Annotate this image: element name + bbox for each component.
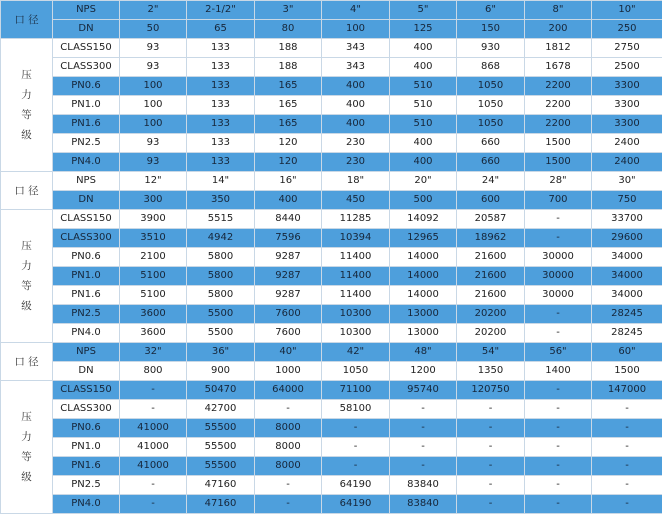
table-cell: 93: [120, 153, 187, 172]
table-cell: 5800: [187, 248, 255, 267]
table-cell: 250: [592, 20, 662, 39]
table-cell: -: [592, 400, 662, 419]
table-cell: 133: [187, 96, 255, 115]
pressure-row: [1, 153, 662, 172]
table-cell: 3510: [120, 229, 187, 248]
table-cell: 1812: [525, 39, 592, 58]
table-cell: 133: [187, 153, 255, 172]
table-cell: 3300: [592, 115, 662, 134]
table-cell: 1050: [457, 96, 525, 115]
table-cell: -: [255, 400, 322, 419]
table-cell: 14092: [390, 210, 457, 229]
row-label: PN2.5: [53, 476, 120, 495]
table-cell: -: [592, 495, 662, 514]
pressure-label-char: 压: [21, 240, 32, 252]
table-cell: 133: [187, 77, 255, 96]
table-cell: -: [255, 495, 322, 514]
table-cell: 64000: [255, 381, 322, 400]
table-cell: -: [457, 438, 525, 457]
row-label: DN: [53, 362, 120, 381]
table-cell: 133: [187, 58, 255, 77]
pressure-row: [1, 476, 662, 495]
table-cell: -: [457, 495, 525, 514]
pressure-row: [1, 248, 662, 267]
pressure-label-char: 等: [21, 280, 32, 292]
table-cell: 133: [187, 115, 255, 134]
table-cell: 47160: [187, 495, 255, 514]
table-cell: 1500: [525, 134, 592, 153]
table-cell: 83840: [390, 476, 457, 495]
pressure-row: [1, 324, 662, 343]
table-cell: 400: [255, 191, 322, 210]
table-cell: 21600: [457, 267, 525, 286]
table-cell: 12": [120, 172, 187, 191]
table-cell: 34000: [592, 248, 662, 267]
table-cell: -: [255, 476, 322, 495]
table-cell: 133: [187, 134, 255, 153]
table-cell: -: [525, 381, 592, 400]
pressure-row: [1, 39, 662, 58]
table-cell: 400: [390, 134, 457, 153]
table-cell: 660: [457, 153, 525, 172]
table-cell: 9287: [255, 267, 322, 286]
pressure-label-char: 级: [21, 300, 32, 312]
row-label: NPS: [53, 343, 120, 362]
table-cell: -: [525, 400, 592, 419]
row-label: NPS: [53, 172, 120, 191]
table-cell: 11285: [322, 210, 390, 229]
table-cell: -: [525, 457, 592, 476]
pressure-row: [1, 267, 662, 286]
table-cell: 4942: [187, 229, 255, 248]
table-cell: 200: [525, 20, 592, 39]
row-label: CLASS150: [53, 210, 120, 229]
size-row: [1, 191, 662, 210]
pressure-label-char: 级: [21, 129, 32, 141]
table-cell: 700: [525, 191, 592, 210]
table-cell: -: [592, 476, 662, 495]
pressure-row: [1, 115, 662, 134]
table-cell: 7596: [255, 229, 322, 248]
table-cell: -: [390, 419, 457, 438]
table-cell: 33700: [592, 210, 662, 229]
table-cell: 600: [457, 191, 525, 210]
pressure-row: [1, 400, 662, 419]
table-cell: 40": [255, 343, 322, 362]
table-cell: 1050: [322, 362, 390, 381]
row-label: PN1.6: [53, 457, 120, 476]
table-cell: 1678: [525, 58, 592, 77]
table-cell: 2": [120, 1, 187, 20]
table-cell: 13000: [390, 305, 457, 324]
row-label: PN4.0: [53, 153, 120, 172]
pressure-label: [1, 381, 53, 514]
table-cell: 20587: [457, 210, 525, 229]
table-cell: 5": [390, 1, 457, 20]
table-cell: 10300: [322, 324, 390, 343]
table-cell: 56": [525, 343, 592, 362]
table-cell: 1500: [592, 362, 662, 381]
table-cell: 34000: [592, 267, 662, 286]
pressure-row: [1, 495, 662, 514]
size-row: [1, 20, 662, 39]
table-cell: 165: [255, 96, 322, 115]
table-cell: 400: [390, 153, 457, 172]
table-cell: 32": [120, 343, 187, 362]
size-label: 口 径: [1, 172, 53, 210]
table-cell: 150: [457, 20, 525, 39]
table-cell: 11400: [322, 267, 390, 286]
table-cell: 28": [525, 172, 592, 191]
table-cell: -: [525, 476, 592, 495]
table-cell: 60": [592, 343, 662, 362]
table-cell: 1050: [457, 115, 525, 134]
table-cell: 8000: [255, 457, 322, 476]
table-body: [1, 1, 662, 514]
table-cell: -: [457, 476, 525, 495]
row-label: PN1.6: [53, 286, 120, 305]
table-cell: 80: [255, 20, 322, 39]
table-cell: 64190: [322, 495, 390, 514]
table-cell: 55500: [187, 419, 255, 438]
row-label: PN0.6: [53, 248, 120, 267]
table-cell: 12965: [390, 229, 457, 248]
table-cell: 14000: [390, 248, 457, 267]
size-label: 口 径: [1, 1, 53, 39]
table-cell: 510: [390, 77, 457, 96]
table-cell: -: [592, 457, 662, 476]
table-cell: 14000: [390, 267, 457, 286]
table-cell: 120750: [457, 381, 525, 400]
table-cell: 1500: [525, 153, 592, 172]
pressure-label-char: 压: [21, 69, 32, 81]
table-cell: 18962: [457, 229, 525, 248]
table-cell: -: [120, 400, 187, 419]
table-cell: 36": [187, 343, 255, 362]
table-cell: 8": [525, 1, 592, 20]
pressure-label-char: 力: [21, 260, 32, 272]
pressure-row: [1, 134, 662, 153]
table-cell: 29600: [592, 229, 662, 248]
table-cell: 3300: [592, 96, 662, 115]
table-cell: 21600: [457, 286, 525, 305]
table-cell: 2400: [592, 153, 662, 172]
pressure-row: [1, 210, 662, 229]
table-cell: 4": [322, 1, 390, 20]
table-cell: 868: [457, 58, 525, 77]
size-row: [1, 1, 662, 20]
table-cell: -: [525, 305, 592, 324]
table-cell: -: [525, 210, 592, 229]
row-label: PN0.6: [53, 419, 120, 438]
table-cell: 48": [390, 343, 457, 362]
table-cell: 65: [187, 20, 255, 39]
table-cell: 8440: [255, 210, 322, 229]
table-cell: 7600: [255, 305, 322, 324]
pressure-label-char: 等: [21, 109, 32, 121]
table-cell: -: [390, 438, 457, 457]
table-cell: 6": [457, 1, 525, 20]
row-label: PN1.0: [53, 267, 120, 286]
table-cell: 42700: [187, 400, 255, 419]
table-cell: -: [525, 324, 592, 343]
table-cell: -: [525, 495, 592, 514]
table-cell: 5100: [120, 267, 187, 286]
pressure-label-char: 级: [21, 471, 32, 483]
pressure-row: [1, 438, 662, 457]
table-cell: 47160: [187, 476, 255, 495]
table-cell: 5500: [187, 305, 255, 324]
table-cell: 300: [120, 191, 187, 210]
row-label: PN0.6: [53, 77, 120, 96]
table-cell: -: [120, 381, 187, 400]
table-cell: 133: [187, 39, 255, 58]
table-cell: 1050: [457, 77, 525, 96]
table-cell: 41000: [120, 419, 187, 438]
row-label: DN: [53, 20, 120, 39]
table-cell: 147000: [592, 381, 662, 400]
row-label: PN4.0: [53, 324, 120, 343]
table-cell: 10": [592, 1, 662, 20]
pressure-label-char: 等: [21, 451, 32, 463]
table-cell: 93: [120, 134, 187, 153]
table-cell: 343: [322, 39, 390, 58]
pressure-label-char: 力: [21, 89, 32, 101]
pressure-label: [1, 210, 53, 343]
table-cell: 500: [390, 191, 457, 210]
table-cell: 28245: [592, 324, 662, 343]
table-cell: 54": [457, 343, 525, 362]
table-cell: 100: [120, 77, 187, 96]
table-cell: 125: [390, 20, 457, 39]
row-label: CLASS150: [53, 39, 120, 58]
row-label: CLASS300: [53, 229, 120, 248]
pressure-row: [1, 381, 662, 400]
pressure-row: [1, 229, 662, 248]
row-label: PN2.5: [53, 134, 120, 153]
table-cell: -: [120, 476, 187, 495]
table-cell: -: [322, 457, 390, 476]
table-cell: 30000: [525, 267, 592, 286]
table-cell: -: [457, 400, 525, 419]
pressure-row: [1, 58, 662, 77]
pressure-row: [1, 305, 662, 324]
pressure-label: [1, 39, 53, 172]
table-cell: 93: [120, 58, 187, 77]
table-cell: 30000: [525, 248, 592, 267]
table-cell: 9287: [255, 286, 322, 305]
table-cell: 11400: [322, 248, 390, 267]
table-cell: 71100: [322, 381, 390, 400]
table-cell: 28245: [592, 305, 662, 324]
table-cell: 3900: [120, 210, 187, 229]
table-cell: 188: [255, 39, 322, 58]
table-cell: 100: [120, 96, 187, 115]
table-cell: 2100: [120, 248, 187, 267]
table-cell: 41000: [120, 438, 187, 457]
table-cell: 20": [390, 172, 457, 191]
table-cell: 188: [255, 58, 322, 77]
table-cell: 120: [255, 134, 322, 153]
table-cell: 2750: [592, 39, 662, 58]
table-cell: -: [525, 438, 592, 457]
table-cell: -: [457, 419, 525, 438]
table-cell: 5800: [187, 267, 255, 286]
table-cell: -: [390, 457, 457, 476]
table-cell: 400: [322, 115, 390, 134]
table-cell: 42": [322, 343, 390, 362]
table-cell: 55500: [187, 457, 255, 476]
table-cell: -: [322, 438, 390, 457]
table-cell: 18": [322, 172, 390, 191]
row-label: PN2.5: [53, 305, 120, 324]
table-cell: 3600: [120, 305, 187, 324]
pressure-row: [1, 419, 662, 438]
table-cell: 50: [120, 20, 187, 39]
table-cell: 55500: [187, 438, 255, 457]
table-cell: 8000: [255, 419, 322, 438]
table-cell: 24": [457, 172, 525, 191]
table-cell: 3300: [592, 77, 662, 96]
row-label: CLASS300: [53, 58, 120, 77]
table-cell: 1000: [255, 362, 322, 381]
table-cell: 30000: [525, 286, 592, 305]
table-cell: 5100: [120, 286, 187, 305]
table-cell: 400: [322, 96, 390, 115]
table-cell: 510: [390, 115, 457, 134]
table-cell: 7600: [255, 324, 322, 343]
pressure-row: [1, 96, 662, 115]
table-cell: 64190: [322, 476, 390, 495]
table-cell: 400: [390, 58, 457, 77]
table-cell: 100: [120, 115, 187, 134]
table-cell: 400: [390, 39, 457, 58]
table-cell: 14": [187, 172, 255, 191]
size-label: 口 径: [1, 343, 53, 381]
row-label: DN: [53, 191, 120, 210]
table-cell: -: [457, 457, 525, 476]
table-cell: 2200: [525, 115, 592, 134]
pressure-row: [1, 457, 662, 476]
row-label: PN1.6: [53, 115, 120, 134]
table-cell: 165: [255, 115, 322, 134]
table-cell: 95740: [390, 381, 457, 400]
table-cell: -: [525, 419, 592, 438]
table-cell: 343: [322, 58, 390, 77]
table-cell: 10394: [322, 229, 390, 248]
table-cell: 14000: [390, 286, 457, 305]
table-cell: 900: [187, 362, 255, 381]
table-cell: 350: [187, 191, 255, 210]
pressure-row: [1, 286, 662, 305]
table-cell: 93: [120, 39, 187, 58]
table-cell: 9287: [255, 248, 322, 267]
table-cell: -: [592, 419, 662, 438]
table-cell: 100: [322, 20, 390, 39]
row-label: PN4.0: [53, 495, 120, 514]
table-cell: 11400: [322, 286, 390, 305]
table-cell: -: [592, 438, 662, 457]
table-cell: -: [120, 495, 187, 514]
row-label: PN1.0: [53, 438, 120, 457]
table-cell: 5500: [187, 324, 255, 343]
row-label: NPS: [53, 1, 120, 20]
size-row: [1, 172, 662, 191]
pressure-label-char: 压: [21, 411, 32, 423]
table-cell: 1200: [390, 362, 457, 381]
table-cell: 400: [322, 77, 390, 96]
table-cell: 2-1/2": [187, 1, 255, 20]
table-cell: 5800: [187, 286, 255, 305]
table-cell: 1350: [457, 362, 525, 381]
row-label: CLASS300: [53, 400, 120, 419]
table-cell: 2500: [592, 58, 662, 77]
pressure-row: [1, 77, 662, 96]
table-cell: 230: [322, 153, 390, 172]
table-cell: 450: [322, 191, 390, 210]
table-cell: 16": [255, 172, 322, 191]
size-row: [1, 362, 662, 381]
pressure-label-char: 力: [21, 431, 32, 443]
table-cell: 30": [592, 172, 662, 191]
table-cell: -: [322, 419, 390, 438]
table-cell: 2200: [525, 96, 592, 115]
table-cell: -: [390, 400, 457, 419]
table-cell: 83840: [390, 495, 457, 514]
table-cell: 750: [592, 191, 662, 210]
row-label: CLASS150: [53, 381, 120, 400]
table-cell: 1400: [525, 362, 592, 381]
size-row: [1, 343, 662, 362]
table-cell: 2200: [525, 77, 592, 96]
table-cell: 510: [390, 96, 457, 115]
table-cell: 120: [255, 153, 322, 172]
table-cell: 5515: [187, 210, 255, 229]
table-cell: 58100: [322, 400, 390, 419]
row-label: PN1.0: [53, 96, 120, 115]
table-cell: -: [525, 229, 592, 248]
table-cell: 230: [322, 134, 390, 153]
table-cell: 3600: [120, 324, 187, 343]
table-cell: 660: [457, 134, 525, 153]
table-cell: 34000: [592, 286, 662, 305]
table-cell: 8000: [255, 438, 322, 457]
table-cell: 3": [255, 1, 322, 20]
table-cell: 50470: [187, 381, 255, 400]
table-cell: 20200: [457, 305, 525, 324]
table-cell: 800: [120, 362, 187, 381]
table-cell: 10300: [322, 305, 390, 324]
table-cell: 20200: [457, 324, 525, 343]
table-cell: 165: [255, 77, 322, 96]
table-cell: 21600: [457, 248, 525, 267]
table-cell: 41000: [120, 457, 187, 476]
table-cell: 2400: [592, 134, 662, 153]
table-cell: 930: [457, 39, 525, 58]
table-cell: 13000: [390, 324, 457, 343]
